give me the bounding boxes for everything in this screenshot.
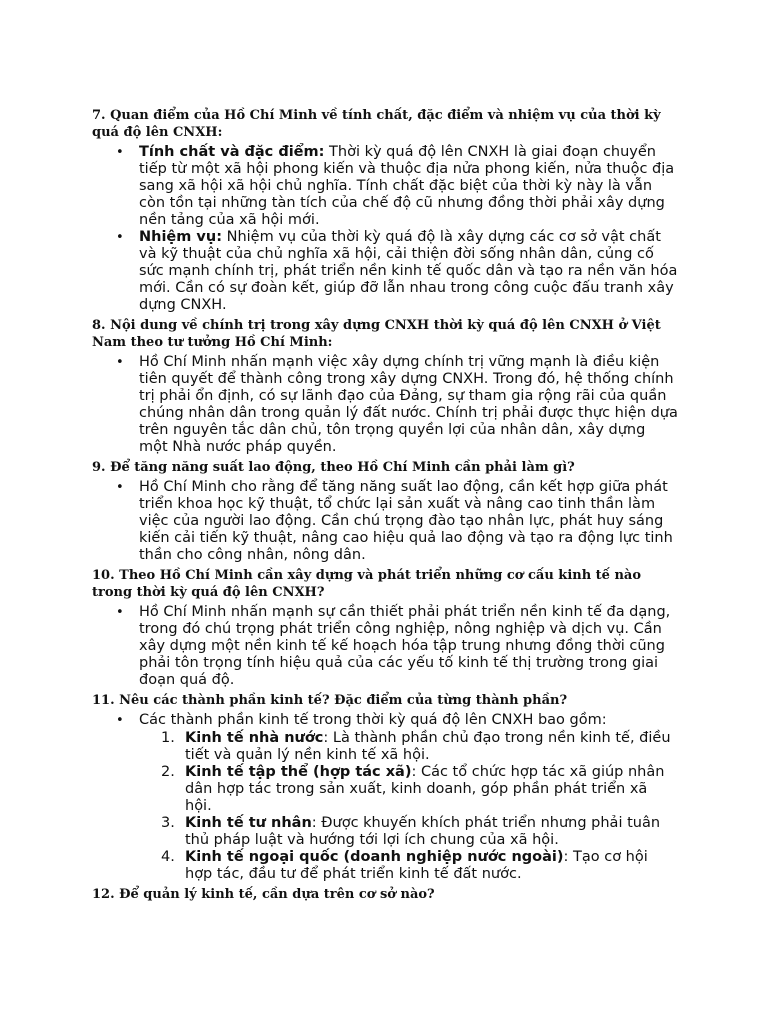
item-number: 4. — [161, 849, 175, 865]
item-label: Kinh tế ngoại quốc (doanh nghiệp nước ngoài) — [185, 849, 564, 865]
list-q11 — [92, 712, 678, 883]
item-text: Thời kỳ quá độ lên CNXH là giai đoạn chuyển tiếp từ một xã hội phong kiến và thuộc địa nửa phong kiến, nửa thuộc địa sang xã hội xã hội chủ nghĩa. Tính chất đặc biệt của thời kỳ này là vẫn còn tồn tại những tàn tích của chế độ cũ nhưng đồng thời phải xây dựng nền tảng của xã hội mới. — [139, 144, 675, 228]
heading-q10: 10. Theo Hồ Chí Minh cần xây dựng và phát triển những cơ cấu kinh tế nào trong thời kỳ quá độ lên CNXH? — [92, 568, 642, 600]
heading-q11: 11. Nêu các thành phần kinh tế? Đặc điểm của từng thành phần? — [92, 693, 568, 708]
numbered-item — [139, 849, 678, 883]
list-q8 — [92, 354, 678, 456]
item-label: Tính chất và đặc điểm: — [139, 144, 325, 160]
numbered-item — [139, 730, 678, 764]
item-text: Nhiệm vụ của thời kỳ quá độ là xây dựng các cơ sở vật chất và kỹ thuật của chủ nghĩa xã hội, cải thiện đời sống nhân dân, củng cố sức mạnh chính trị, phát triển nền kinh tế quốc dân và tạo ra nền văn hóa mới. Cần có sự đoàn kết, giúp đỡ lẫn nhau trong công cuộc đấu tranh xây dựng CNXH. — [139, 229, 678, 313]
numbered-list — [139, 730, 678, 883]
item-label: Kinh tế nhà nước — [185, 730, 324, 746]
item-text: : Được khuyến khích phát triển nhưng phải tuân thủ pháp luật và hướng tới lợi ích chung của xã hội. — [185, 815, 661, 848]
numbered-item — [139, 764, 678, 815]
item-label: Kinh tế tư nhân — [185, 815, 312, 831]
list-item: • Hồ Chí Minh nhấn mạnh việc xây dựng chính trị vững mạnh là điều kiện tiên quyết để thành công trong xây dựng CNXH. Trong đó, hệ thống chính trị phải ổn định, có sự lãnh đạo của Đảng, sự tham gia rộng rãi của quần chúng nhân dân trong quản lý đất nước. Chính trị phải được thực hiện dựa trên nguyên tắc dân chủ, tôn trọng quyền lợi của nhân dân, xây dựng một Nhà nước pháp quyền. — [92, 354, 678, 456]
item-text: : Là thành phần chủ đạo trong nền kinh tế, điều tiết và quản lý nền kinh tế xã hội. — [185, 730, 671, 763]
list-q9 — [92, 479, 678, 564]
list-item — [92, 229, 678, 314]
item-number: 2. — [161, 764, 175, 780]
document-page — [92, 107, 678, 906]
list-item — [92, 712, 678, 883]
list-item — [92, 144, 678, 229]
heading-q8: 8. Nội dung về chính trị trong xây dựng CNXH thời kỳ quá độ lên CNXH ở Việt Nam theo tư tưởng Hồ Chí Minh: — [92, 318, 661, 350]
item-number: 3. — [161, 815, 175, 831]
item-text: : Các tổ chức hợp tác xã giúp nhân dân hợp tác trong sản xuất, kinh doanh, góp phần phát triển xã hội. — [185, 764, 665, 814]
list-item: • Hồ Chí Minh nhấn mạnh sự cần thiết phải phát triển nền kinh tế đa dạng, trong đó chú trọng phát triển công nghiệp, nông nghiệp và dịch vụ. Cần xây dựng một nền kinh tế kế hoạch hóa tập trung nhưng đồng thời cũng phải tôn trọng tính hiệu quả của các yếu tố kinh tế thị trường trong giai đoạn quá độ. — [92, 604, 678, 689]
heading-q7: 7. Quan điểm của Hồ Chí Minh về tính chất, đặc điểm và nhiệm vụ của thời kỳ quá độ lên CNXH: — [92, 108, 661, 140]
list-intro: Các thành phần kinh tế trong thời kỳ quá độ lên CNXH bao gồm: — [139, 712, 607, 728]
list-q7 — [92, 144, 678, 314]
item-label: Kinh tế tập thể (hợp tác xã) — [185, 764, 412, 780]
list-q10 — [92, 604, 678, 689]
item-label: Nhiệm vụ: — [139, 229, 222, 245]
item-number: 1. — [161, 730, 175, 746]
numbered-item — [139, 815, 678, 849]
heading-q12: 12. Để quản lý kinh tế, cần dựa trên cơ sở nào? — [92, 887, 435, 902]
list-item: • Hồ Chí Minh cho rằng để tăng năng suất lao động, cần kết hợp giữa phát triển khoa học kỹ thuật, tổ chức lại sản xuất và nâng cao tinh thần làm việc của người lao động. Cần chú trọng đào tạo nhân lực, phát huy sáng kiến cải tiến kỹ thuật, nâng cao hiệu quả lao động và tạo ra động lực tinh thần cho công nhân, nông dân. — [92, 479, 678, 564]
item-text: : Tạo cơ hội hợp tác, đầu tư để phát triển kinh tế đất nước. — [185, 849, 648, 882]
heading-q9: 9. Để tăng năng suất lao động, theo Hồ Chí Minh cần phải làm gì? — [92, 460, 575, 475]
